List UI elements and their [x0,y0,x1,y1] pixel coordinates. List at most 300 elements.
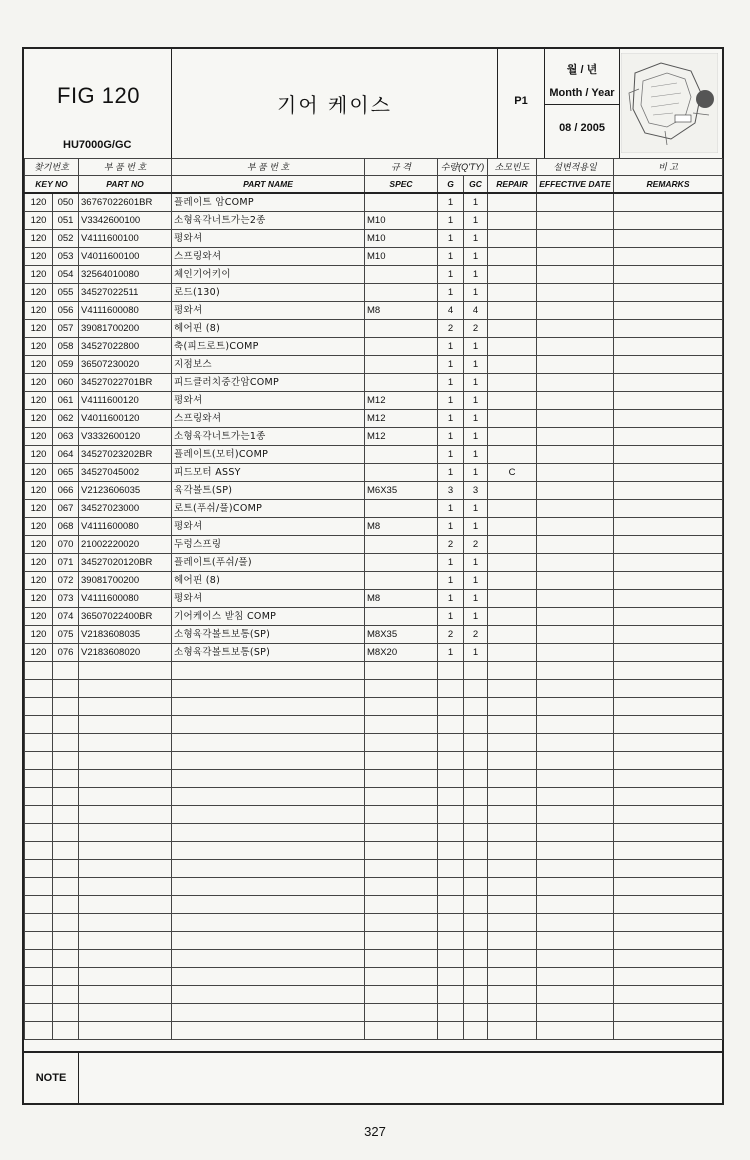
col-partno: PART NO [79,176,172,194]
empty-cell [172,1004,365,1022]
cell-g: 1 [438,464,464,482]
empty-cell [614,500,723,518]
empty-cell [365,1022,438,1040]
empty-cell [488,698,537,716]
empty-cell [365,770,438,788]
empty-cell [614,698,723,716]
empty-cell [537,662,614,680]
table-row [25,608,723,626]
empty-cell [614,842,723,860]
empty-cell [25,1004,53,1022]
empty-row [25,698,723,716]
empty-cell [79,842,172,860]
empty-cell [79,878,172,896]
empty-cell [25,698,53,716]
cell-g: 2 [438,536,464,554]
empty-cell [614,464,723,482]
cell-gc: 1 [464,284,488,302]
note-label: NOTE [24,1053,79,1103]
empty-cell [537,878,614,896]
empty-cell [614,428,723,446]
empty-cell [365,662,438,680]
cell-name: 평와셔 [172,392,365,410]
empty-cell [79,716,172,734]
cell-g: 1 [438,608,464,626]
cell-name: 로트(푸쉬/풀)COMP [172,500,365,518]
cell-fig: 120 [25,536,53,554]
empty-cell [79,662,172,680]
empty-cell [537,932,614,950]
cell-g: 2 [438,320,464,338]
cell-part-no: 34527022511 [79,284,172,302]
page-indicator: P1 [514,95,528,107]
cell-repair [488,608,537,626]
empty-cell [79,950,172,968]
empty-cell [614,824,723,842]
empty-cell [365,914,438,932]
empty-cell [25,806,53,824]
empty-cell [53,878,79,896]
empty-cell [79,1022,172,1040]
empty-cell [537,860,614,878]
empty-cell [537,698,614,716]
cell-g: 1 [438,410,464,428]
cell-repair [488,193,537,212]
cell-part-no: V4111600120 [79,392,172,410]
cell-g: 1 [438,248,464,266]
cell-gc: 2 [464,320,488,338]
cell-repair [488,590,537,608]
empty-cell [614,968,723,986]
empty-row [25,752,723,770]
cell-fig: 120 [25,284,53,302]
cell-gc: 1 [464,608,488,626]
empty-row [25,1004,723,1022]
empty-cell [614,320,723,338]
col-partno-ko: 부 품 번 호 [79,159,172,176]
empty-cell [79,896,172,914]
cell-fig: 120 [25,500,53,518]
empty-cell [537,410,614,428]
empty-cell [25,734,53,752]
cell-repair [488,302,537,320]
table-row [25,590,723,608]
table-row [25,428,723,446]
cell-name: 소형육각볼트보통(SP) [172,626,365,644]
table-row [25,392,723,410]
cell-repair [488,284,537,302]
empty-cell [537,518,614,536]
cell-fig: 120 [25,266,53,284]
cell-g: 1 [438,644,464,662]
empty-cell [25,932,53,950]
cell-spec: M8 [365,302,438,320]
cell-spec [365,338,438,356]
cell-fig: 120 [25,518,53,536]
empty-cell [614,446,723,464]
empty-cell [614,608,723,626]
cell-key: 068 [53,518,79,536]
cell-repair [488,626,537,644]
empty-cell [438,986,464,1004]
empty-cell [438,680,464,698]
page-title: 기어 케이스 [277,93,392,117]
cell-key: 050 [53,193,79,212]
empty-cell [172,788,365,806]
model-name: HU7000G/GC [63,139,132,151]
cell-name: 헤어핀 (8) [172,572,365,590]
empty-cell [464,878,488,896]
cell-spec [365,608,438,626]
empty-cell [537,248,614,266]
empty-cell [25,878,53,896]
cell-part-no: 32564010080 [79,266,172,284]
empty-cell [537,320,614,338]
empty-cell [365,860,438,878]
empty-cell [614,248,723,266]
empty-cell [537,734,614,752]
empty-cell [438,824,464,842]
empty-cell [537,914,614,932]
cell-fig: 120 [25,392,53,410]
cell-spec: M8 [365,518,438,536]
empty-cell [537,770,614,788]
cell-key: 063 [53,428,79,446]
empty-cell [365,1004,438,1022]
empty-cell [172,1022,365,1040]
empty-cell [438,1022,464,1040]
table-row [25,644,723,662]
cell-spec [365,446,438,464]
empty-cell [488,914,537,932]
empty-cell [25,968,53,986]
empty-cell [614,302,723,320]
empty-cell [537,230,614,248]
cell-key: 073 [53,590,79,608]
cell-gc: 1 [464,428,488,446]
cell-repair [488,212,537,230]
col-key: KEY NO [25,176,79,194]
empty-cell [172,698,365,716]
empty-cell [53,860,79,878]
cell-key: 062 [53,410,79,428]
parts-rows [25,193,723,1040]
divider [545,104,619,105]
empty-cell [537,968,614,986]
empty-cell [614,644,723,662]
cell-fig: 120 [25,608,53,626]
cell-repair: C [488,464,537,482]
empty-row [25,662,723,680]
cell-fig: 120 [25,230,53,248]
cell-key: 070 [53,536,79,554]
empty-cell [79,986,172,1004]
empty-cell [172,878,365,896]
cell-part-no: 36507022400BR [79,608,172,626]
empty-cell [464,1022,488,1040]
empty-cell [53,842,79,860]
cell-fig: 120 [25,644,53,662]
cell-name: 피드클러치중간암COMP [172,374,365,392]
cell-gc: 1 [464,193,488,212]
empty-cell [53,950,79,968]
col-remarks-ko: 비 고 [614,159,723,176]
fig-cell [24,49,172,158]
cell-g: 1 [438,374,464,392]
cell-gc: 1 [464,446,488,464]
cell-name: 육각볼트(SP) [172,482,365,500]
month-year-label: Month / Year [549,87,615,99]
cell-key: 067 [53,500,79,518]
cell-key: 052 [53,230,79,248]
empty-cell [464,734,488,752]
table-row [25,230,723,248]
empty-cell [365,806,438,824]
cell-fig: 120 [25,338,53,356]
cell-name: 피드모터 ASSY [172,464,365,482]
table-row [25,518,723,536]
cell-name: 평와셔 [172,590,365,608]
empty-cell [438,662,464,680]
empty-cell [53,806,79,824]
empty-cell [365,968,438,986]
col-qty-g: G [438,176,464,194]
cell-gc: 1 [464,212,488,230]
empty-cell [365,680,438,698]
empty-cell [464,662,488,680]
empty-cell [488,680,537,698]
empty-cell [438,896,464,914]
cell-name: 스프링와셔 [172,248,365,266]
cell-spec [365,193,438,212]
cell-gc: 1 [464,590,488,608]
empty-cell [537,572,614,590]
empty-cell [25,770,53,788]
cell-name: 기어케이스 받침 COMP [172,608,365,626]
empty-cell [488,986,537,1004]
empty-cell [464,770,488,788]
cell-name: 소형육각너트가는1종 [172,428,365,446]
empty-cell [537,356,614,374]
cell-spec [365,464,438,482]
empty-cell [614,518,723,536]
empty-cell [488,824,537,842]
cell-fig: 120 [25,590,53,608]
empty-cell [53,986,79,1004]
empty-cell [488,950,537,968]
empty-cell [614,338,723,356]
cell-key: 051 [53,212,79,230]
cell-fig: 120 [25,302,53,320]
header [24,49,722,159]
empty-row [25,986,723,1004]
empty-cell [614,878,723,896]
cell-name: 지점보스 [172,356,365,374]
empty-cell [464,1004,488,1022]
empty-cell [537,1022,614,1040]
empty-cell [537,752,614,770]
empty-cell [537,986,614,1004]
cell-gc: 1 [464,554,488,572]
cell-repair [488,536,537,554]
empty-cell [614,680,723,698]
empty-row [25,716,723,734]
empty-cell [172,896,365,914]
empty-cell [25,842,53,860]
cell-repair [488,392,537,410]
cell-spec: M8X20 [365,644,438,662]
empty-row [25,932,723,950]
cell-repair [488,518,537,536]
empty-cell [25,752,53,770]
cell-fig: 120 [25,572,53,590]
table-row [25,572,723,590]
empty-cell [488,716,537,734]
cell-g: 3 [438,482,464,500]
table-row [25,284,723,302]
empty-cell [25,1022,53,1040]
empty-cell [488,752,537,770]
empty-cell [365,698,438,716]
empty-cell [614,752,723,770]
table-row [25,536,723,554]
empty-cell [614,1004,723,1022]
table-row [25,266,723,284]
empty-row [25,770,723,788]
cell-fig: 120 [25,374,53,392]
cell-g: 1 [438,500,464,518]
cell-name: 평와셔 [172,230,365,248]
empty-cell [53,914,79,932]
cell-repair [488,446,537,464]
cell-part-no: V4011600120 [79,410,172,428]
table-row [25,446,723,464]
cell-name: 플레이트(모터)COMP [172,446,365,464]
empty-cell [464,806,488,824]
empty-cell [488,1004,537,1022]
empty-cell [488,734,537,752]
empty-row [25,896,723,914]
empty-cell [172,806,365,824]
cell-g: 1 [438,356,464,374]
empty-cell [172,824,365,842]
figure-number: FIG 120 [57,83,140,108]
cell-key: 056 [53,302,79,320]
parts-table [24,158,723,1040]
cell-fig: 120 [25,626,53,644]
cell-spec [365,554,438,572]
empty-cell [488,1022,537,1040]
empty-cell [79,914,172,932]
empty-cell [614,788,723,806]
empty-cell [172,752,365,770]
page-cell [498,49,545,158]
empty-cell [537,482,614,500]
col-date-ko: 설변적용일 [537,159,614,176]
empty-cell [365,788,438,806]
empty-cell [79,968,172,986]
col-remarks: REMARKS [614,176,723,194]
empty-cell [438,968,464,986]
empty-cell [438,914,464,932]
cell-name: 체인기어키이 [172,266,365,284]
cell-name: 스프링와셔 [172,410,365,428]
empty-cell [25,914,53,932]
cell-name: 평와셔 [172,518,365,536]
cell-key: 060 [53,374,79,392]
table-row [25,464,723,482]
empty-cell [488,806,537,824]
empty-cell [464,914,488,932]
cell-g: 1 [438,193,464,212]
empty-cell [172,968,365,986]
cell-fig: 120 [25,464,53,482]
table-row [25,554,723,572]
empty-cell [53,770,79,788]
cell-fig: 120 [25,482,53,500]
empty-cell [172,662,365,680]
cell-repair [488,248,537,266]
col-name: PART NAME [172,176,365,194]
empty-cell [464,932,488,950]
parts-list-sheet [22,47,724,1105]
cell-repair [488,644,537,662]
cell-repair [488,554,537,572]
cell-part-no: 21002220020 [79,536,172,554]
empty-cell [464,986,488,1004]
col-spec: SPEC [365,176,438,194]
empty-cell [614,590,723,608]
cell-spec: M12 [365,410,438,428]
cell-fig: 120 [25,320,53,338]
col-qty-gc: GC [464,176,488,194]
cell-g: 1 [438,572,464,590]
header-row-ko [25,159,723,176]
cell-key: 059 [53,356,79,374]
empty-cell [53,968,79,986]
cell-spec [365,572,438,590]
cell-spec [365,320,438,338]
empty-cell [614,1022,723,1040]
empty-cell [172,860,365,878]
table-row [25,482,723,500]
empty-cell [537,1004,614,1022]
empty-cell [79,734,172,752]
cell-g: 1 [438,284,464,302]
cell-part-no: 34527020120BR [79,554,172,572]
empty-cell [464,824,488,842]
table-row [25,212,723,230]
empty-cell [614,734,723,752]
empty-cell [365,734,438,752]
empty-cell [488,662,537,680]
cell-repair [488,500,537,518]
cell-spec [365,266,438,284]
cell-part-no: 36767022601BR [79,193,172,212]
empty-cell [537,338,614,356]
cell-g: 1 [438,230,464,248]
empty-cell [53,932,79,950]
cell-fig: 120 [25,212,53,230]
cell-part-no: 34527045002 [79,464,172,482]
empty-cell [438,752,464,770]
empty-cell [53,662,79,680]
cell-g: 1 [438,590,464,608]
empty-cell [537,788,614,806]
cell-gc: 1 [464,266,488,284]
cell-part-no: V4111600080 [79,590,172,608]
empty-cell [614,662,723,680]
